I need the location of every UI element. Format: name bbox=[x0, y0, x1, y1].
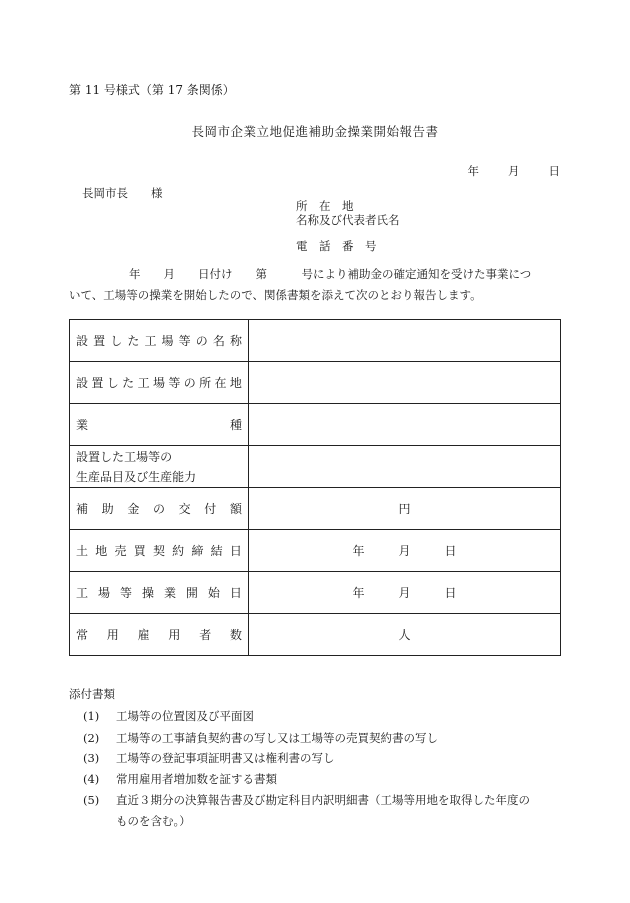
industry-label-left: 業 bbox=[76, 418, 89, 432]
attachment-item bbox=[83, 771, 277, 787]
addressee: 長岡市長 様 bbox=[82, 186, 163, 200]
land-contract-date-label: 土 地 売 買 契 約 締 結 日 bbox=[76, 544, 242, 558]
table-row bbox=[70, 446, 561, 488]
date-month: 月 bbox=[508, 164, 520, 178]
operation-start-day: 日 bbox=[444, 586, 457, 600]
operation-start-date-value bbox=[249, 572, 561, 614]
attachment-item bbox=[83, 750, 335, 766]
attachment-text: 直近３期分の決算報告書及び勘定科目内訳明細書（工場等用地を取得した年度の bbox=[116, 793, 530, 807]
industry-value bbox=[249, 404, 561, 446]
products-label-line-1: 設置した工場等の bbox=[76, 449, 173, 464]
attachment-item bbox=[83, 708, 254, 724]
attachment-text: 常用雇用者増加数を証する書類 bbox=[116, 772, 277, 786]
industry-label-right: 種 bbox=[229, 418, 242, 432]
row-label bbox=[70, 572, 249, 614]
report-table bbox=[69, 319, 561, 656]
applicant-address-label: 所 在 地 bbox=[296, 199, 354, 213]
land-contract-date-value bbox=[249, 530, 561, 572]
attachment-number: (4) bbox=[83, 772, 100, 786]
attachment-number: (1) bbox=[83, 709, 100, 723]
row-label bbox=[70, 614, 249, 656]
table-row bbox=[70, 572, 561, 614]
body-line-1: 年 月 日付け 第 号により補助金の確定通知を受けた事業につ bbox=[129, 267, 532, 281]
subsidy-amount-value: 円 bbox=[249, 488, 561, 530]
attachment-item bbox=[83, 730, 438, 746]
attachment-text: 工場等の位置図及び平面図 bbox=[116, 709, 254, 723]
products-label-line-2: 生産品目及び生産能力 bbox=[76, 469, 197, 484]
date-day: 日 bbox=[548, 164, 560, 178]
land-contract-month: 月 bbox=[398, 544, 411, 558]
date-year: 年 bbox=[467, 164, 479, 178]
row-label bbox=[70, 446, 249, 488]
attachment-text: 工場等の工事請負契約書の写し又は工場等の売買契約書の写し bbox=[116, 731, 438, 745]
land-contract-day: 日 bbox=[444, 544, 457, 558]
table-row bbox=[70, 362, 561, 404]
attachment-text: 工場等の登記事項証明書又は権利書の写し bbox=[116, 751, 335, 765]
document-title: 長岡市企業立地促進補助金操業開始報告書 bbox=[191, 124, 439, 139]
row-label bbox=[70, 530, 249, 572]
attachment-item bbox=[83, 792, 530, 808]
facility-name-label: 設 置 し た 工 場 等 の 名 称 bbox=[76, 334, 242, 348]
applicant-name-label: 名称及び代表者氏名 bbox=[296, 213, 400, 227]
table-row bbox=[70, 530, 561, 572]
products-value bbox=[249, 446, 561, 488]
operation-start-date-label: 工 場 等 操 業 開 始 日 bbox=[76, 586, 242, 600]
table-row bbox=[70, 320, 561, 362]
body-line-2: いて、工場等の操業を開始したので、関係書類を添えて次のとおり報告します。 bbox=[69, 288, 482, 302]
facility-location-label: 設 置 し た 工 場 等 の 所 在 地 bbox=[76, 376, 242, 390]
attachments-title: 添付書類 bbox=[69, 687, 115, 701]
table-row bbox=[70, 404, 561, 446]
row-label bbox=[70, 362, 249, 404]
row-label bbox=[70, 320, 249, 362]
land-contract-year: 年 bbox=[352, 544, 365, 558]
row-label bbox=[70, 404, 249, 446]
report-body bbox=[69, 264, 561, 306]
form-number: 第 11 号様式（第 17 条関係） bbox=[69, 83, 235, 97]
attachment-number: (2) bbox=[83, 731, 100, 745]
industry-label bbox=[76, 416, 242, 433]
regular-employees-label: 常 用 雇 用 者 数 bbox=[76, 628, 242, 642]
report-date bbox=[468, 163, 561, 179]
applicant-phone-label: 電 話 番 号 bbox=[296, 239, 377, 253]
table-row bbox=[70, 614, 561, 656]
attachment-number: (5) bbox=[83, 793, 100, 807]
operation-start-year: 年 bbox=[352, 586, 365, 600]
regular-employees-value: 人 bbox=[249, 614, 561, 656]
row-label bbox=[70, 488, 249, 530]
table-row bbox=[70, 488, 561, 530]
subsidy-amount-label: 補 助 金 の 交 付 額 bbox=[76, 502, 242, 516]
facility-location-value bbox=[249, 362, 561, 404]
attachment-number: (3) bbox=[83, 751, 100, 765]
operation-start-month: 月 bbox=[398, 586, 411, 600]
facility-name-value bbox=[249, 320, 561, 362]
attachment-text-continued: ものを含む。） bbox=[116, 814, 191, 828]
